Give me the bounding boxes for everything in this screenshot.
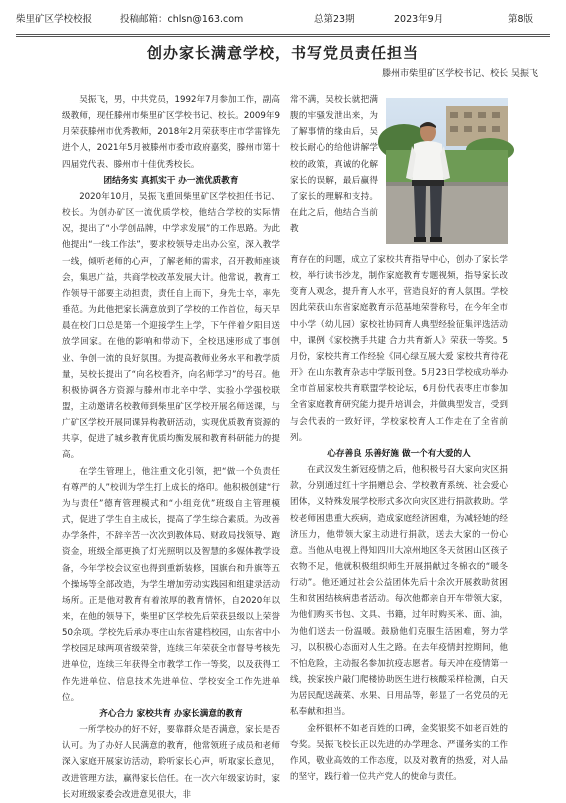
section-heading: 团结务实 真抓实干 办一流优质教育 [103,175,239,186]
paragraph: 一所学校办的好不好，要靠群众是否满意，家长是否认可。为了办好人民满意的教育，他常领班子成员和老师深入家庭开展家访活动，聆听家长心声，听取家长意见，改进管理方法，赢得家长信任。在一次六年级家访时，家长对班级家委会改进意见很大，非 [62,725,280,800]
paragraph: 2020年10月，吴振飞重回柴里矿区学校担任书记、校长。为创办矿区一流优质学校，他结合学校的实际情况，提出了“小学创品牌，中学求发展”的工作思路。为此他提出“一线工作法”，要求校领导走出办公室，深入教学一线，倾听老师的心声，了解老师的需求，召开教师座谈会，集思广益，共商学校改革发展大计。他常说，教育工作领导干部要主动担责，责任自上而下，身先士卒，率先垂范。为此他把家长满意放到了学校的工作首位，每天早晨在校门口总是第一个迎接学生上学，下午伴着夕阳目送放学回家。在他的影响和带动下，全校迅速形成了事创业、争创一流的良好氛围。为提高教师业务水平和教学质量，吴校长提出了“向名校看齐，向名师学习”的号召。他积极协调各方资源与滕州市北辛中学、实验小学强校联盟，主动邀请名校教师到柴里矿区学校开展名师送课，与广矿区学校开展同课异构教研活动，实现优质教育资源的共享，促进了城乡教育优质均衡发展和教育科研能力的提高。 [62,191,280,461]
article-right-top-column [290,92,378,248]
paragraph: 金杯银杯不如老百姓的口碑，金奖银奖不如老百姓的夸奖。吴振飞校长正以先进的办学理念、严谨务实的工作作风，敬业高效的工作态度，以及对教育的热爱，对人品的坚守，践行着一位共产党人的使命与责任。 [290,723,508,782]
paragraph: 吴振飞，男，中共党员，1992年7月参加工作，副高级教师，现任滕州市柴里矿区学校书记、校长。2009年9月荣获滕州市优秀教师，2018年2月荣获枣庄市学雷锋先进个人，2021年5月被滕州市委市政府嘉奖，滕州市第十四届党代表、滕州市十佳优秀校长。 [62,95,280,170]
page-number: 第8版 [508,14,534,25]
article-byline: 滕州市柴里矿区学校书记、校长 吴振飞 [382,69,538,79]
section-heading: 心存善良 乐善好施 做一个有大爱的人 [327,448,471,459]
article-title: 创办家长满意学校，书写党员责任担当 [146,44,419,62]
article-right-column [290,252,508,792]
paper-name: 柴里矿区学校校报 [16,14,93,25]
paragraph: 在武汉发生新冠疫情之后，他积极号召大家向灾区捐款，分别通过红十字捐赠总会、学校教育系统、社会爱心团体，义特殊发展学校形式多次向灾区进行捐款救助。学校老师困患重大疾病，造成家庭经济困难，为减轻她的经济压力，他带领大家主动进行捐款，送去大家的一份心意。当他从电视上得知四川大凉州地区冬天贫困山区孩子衣物不足，他就积极组织师生开展捐献过冬棉衣的“暖冬行动”。他还通过社会公益团体先后十余次开展救助贫困生和贫困结核病患者活动。每次他都亲自开车带领大家，为他们购买书包、文具、书籍，过年时购买米、面、油，为他们送去一份温暖。鼓励他们克服生活困难，努力学习，以积极心态面对人生之路。在去年疫情封控期间，他不怕危险，主动报名参加抗疫志愿者。每天冲在疫情第一线，挨家挨户敲门爬楼协助医生进行核酸采样检测，白天为居民配送蔬菜、水果、日用品等，彰显了一名党员的无私奉献和担当。 [290,465,508,718]
section-heading: 齐心合力 家校共育 办家长满意的教育 [99,708,243,719]
paragraph: 在学生管理上，他注重文化引领，把“做一个负责任有尊严的人”校训为学生打上成长的烙印。他积极创建“行为与责任”德育管理模式和“小组竞优”班级自主管理模式，促进了学生自主成长，提高了学生综合素质。为改善办学条件，不辞辛苦一次次到教体局、财政局找领导、跑资金，班级全部更换了灯光照明以及智慧的多媒体教学设备，今年学校会议室也得到重新装修，国旗台和升旗等五个操场等全部改造，为学生增加劳动实践园和组建录活动场所。正是他对教育有着浓厚的教育情怀，自2020年以来，在他的领导下，柴里矿区学校先后荣获县级以上荣誉50余项。学校先后承办枣庄山东省建档校园，山东省中小学校园足球两项省级荣誉，连续三年荣获全市督导考核先进单位，连续三年获得全市教学工作一等奖，以及获得工作先进单位、信息技术先进单位、学校安全工作先进单位。 [62,466,280,703]
page-header [16,4,550,32]
paragraph: 育存在的问题，成立了家校共育指导中心，创办了家长学校，举行读书沙龙，制作家庭教育专题视频，指导家长改变育人观念，提升育人水平，营造良好的育人氛围。学校因此荣获山东省家庭教育示范基地荣誉称号，在今年全市中小学（幼儿园）家校社协同育人典型经验征集评选活动中，课例《家校携手共建 合力共育新人》荣获一等奖。5月份，家校共育工作经验《同心绿互展大爱 家校共育待花开》在山东教育杂志中学版刊登。5月23日学校成功举办全市首届家校共育联盟学校论坛，6月份代表枣庄市参加全省家庭教育研究能力提升培训会，并做典型发言，受到与会代表的一致好评，学校家校育人工作走在了全省前列。 [290,255,508,443]
issue-number: 总第23期 [314,14,355,25]
article-left-column [62,92,280,800]
submission-email: 投稿邮箱：chlsn@163.com [120,14,244,25]
paragraph: 常不满，吴校长就把满腹的牢骚发泄出来，为了解事情的缘由后，吴校长耐心的给他讲解学校的政策，真诚的化解家长的误解，最后赢得了家长的理解和支持。在此之后，他结合当前教 [290,95,378,235]
portrait-photo [386,98,508,244]
issue-date: 2023年9月 [394,14,444,25]
header-rule [16,34,550,37]
